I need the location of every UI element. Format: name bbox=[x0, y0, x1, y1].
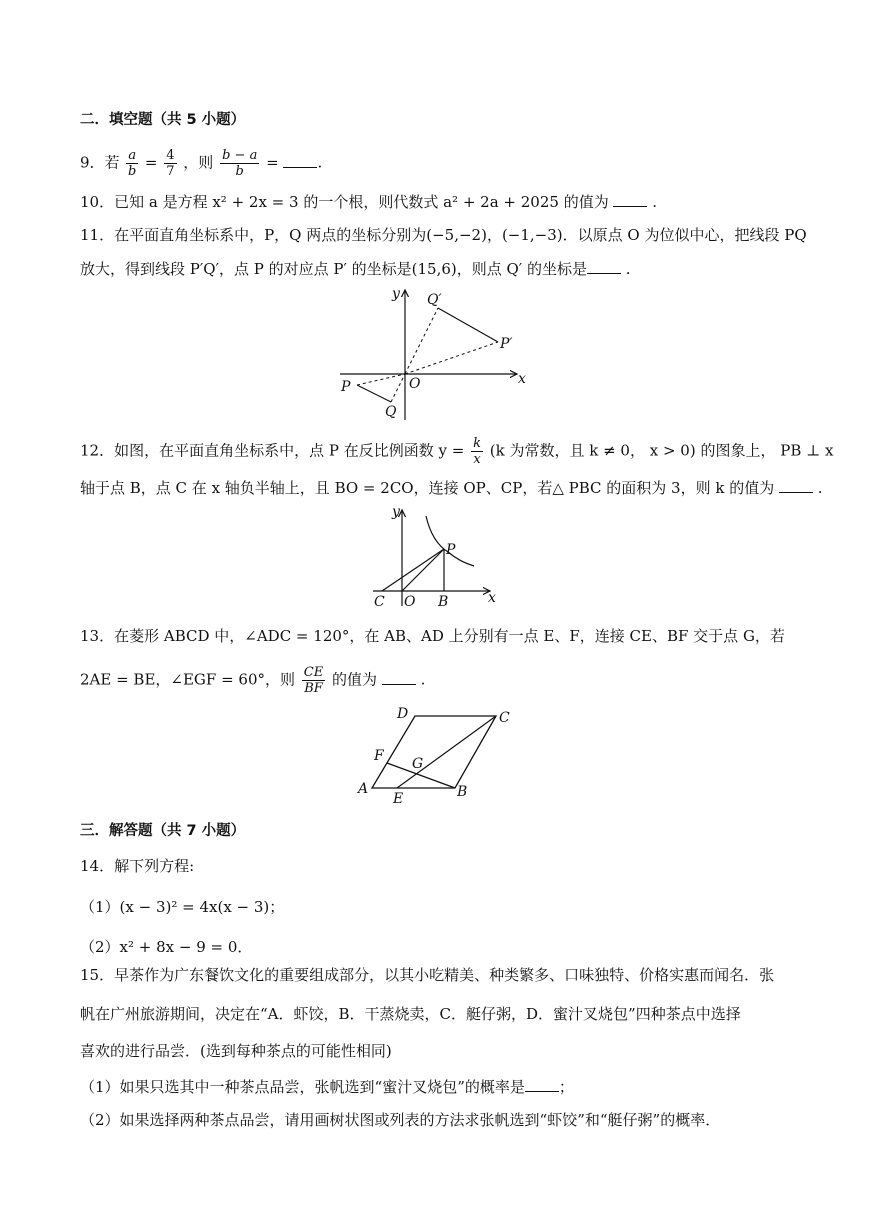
q9-fraction-target: $\frac{b - a}{b}$ bbox=[222, 148, 258, 179]
question-13-line-1: 13．在菱形 ABCD 中，∠ADC = 120°，在 AB、AD 上分别有一点 E、F，连接 CE、BF 交于点 G，若 bbox=[80, 627, 785, 645]
y-axis-label: y bbox=[392, 504, 400, 520]
ray-o-p bbox=[357, 374, 405, 385]
section-fill-in-title: 二．填空题（共 5 小题） bbox=[80, 112, 246, 128]
q12-fraction-k-over-x: $\frac{k}{x}$ bbox=[473, 436, 481, 467]
q13-rhombus-figure bbox=[355, 704, 535, 809]
origin-label: O bbox=[404, 594, 416, 610]
q15-part1-end: ； bbox=[558, 1078, 574, 1096]
q9-prefix: 9．若 bbox=[80, 153, 120, 172]
q9-fraction-4-over-7: $\frac{4}{7}$ bbox=[166, 148, 175, 179]
segment-o-p bbox=[402, 549, 444, 591]
q11-line2-text: 放大，得到线段 P′Q′，点 P 的对应点 P′ 的坐标是(15,6)，则点 Q′ 的坐标是 bbox=[80, 260, 587, 278]
question-14-part-2: （2）x² + 8x − 9 = 0． bbox=[80, 938, 253, 956]
point-d-label: D bbox=[397, 706, 409, 722]
point-c-label: C bbox=[374, 594, 385, 610]
rhombus-abcd bbox=[372, 716, 496, 788]
hyperbola-curve bbox=[426, 516, 474, 566]
segment-c-p bbox=[382, 549, 444, 591]
point-f-label: F bbox=[374, 748, 384, 764]
answer-blank[interactable] bbox=[382, 672, 416, 685]
point-g-label: G bbox=[412, 756, 424, 772]
q12-line2-text: 轴于点 B，点 C 在 x 轴负半轴上，且 BO = 2CO，连接 OP、CP，若△ PBC 的面积为 3，则 k 的值为 bbox=[80, 479, 775, 497]
question-11-line-2 bbox=[80, 259, 631, 279]
answer-blank[interactable] bbox=[613, 194, 647, 207]
q11-end: . bbox=[625, 260, 631, 278]
q11-coordinate-figure bbox=[335, 282, 535, 422]
y-axis-label: y bbox=[392, 286, 400, 302]
answer-blank[interactable] bbox=[587, 261, 621, 274]
segment-p-q bbox=[357, 385, 391, 402]
point-p-label: P bbox=[341, 379, 351, 395]
answer-blank[interactable] bbox=[283, 155, 317, 168]
q9-post: = bbox=[266, 153, 279, 172]
q9-then: ，则 bbox=[183, 153, 214, 172]
question-13-line-2 bbox=[80, 665, 425, 696]
q9-end: . bbox=[317, 153, 323, 172]
question-11-line-1: 11．在平面直角坐标系中，P，Q 两点的坐标分别为(−5,−2)，(−1,−3)．以原点 O 为位似中心，把线段 PQ bbox=[80, 226, 807, 244]
x-axis-label: x bbox=[488, 590, 496, 606]
q9-equals: = bbox=[144, 153, 158, 172]
point-a-label: A bbox=[358, 781, 369, 797]
question-10 bbox=[80, 192, 657, 212]
point-q-label: Q bbox=[385, 404, 397, 420]
q13-fraction-ce-over-bf: $\frac{CE}{BF}$ bbox=[303, 665, 324, 696]
q13-end: . bbox=[420, 670, 426, 689]
q13-post: 的值为 bbox=[332, 670, 378, 689]
answer-blank[interactable] bbox=[779, 480, 813, 493]
q12-post: (k 为常数，且 k ≠ 0， x > 0) 的图象上， PB ⊥ x bbox=[489, 441, 834, 460]
question-15-line-2: 帆在广州旅游期间，决定在“A．虾饺，B．干蒸烧卖，C．艇仔粥，D．蜜汁叉烧包”四种茶点中选择 bbox=[80, 1005, 741, 1023]
point-b-label: B bbox=[457, 784, 468, 800]
question-12-line-2 bbox=[80, 478, 823, 498]
ray-o-q bbox=[391, 374, 405, 402]
point-p-label: P bbox=[446, 542, 456, 558]
segment-p-prime-q-prime bbox=[438, 308, 498, 342]
point-e-label: E bbox=[393, 791, 404, 807]
segment-c-e bbox=[397, 716, 496, 788]
ray-o-q-prime bbox=[405, 308, 438, 374]
x-axis-label: x bbox=[518, 371, 526, 387]
q10-end: . bbox=[652, 193, 658, 211]
point-c-label: C bbox=[499, 710, 510, 726]
q12-end: . bbox=[817, 479, 823, 497]
question-15-part-1 bbox=[80, 1077, 574, 1097]
q9-fraction-a-over-b: $\frac{a}{b}$ bbox=[128, 148, 137, 179]
question-12-line-1 bbox=[80, 436, 833, 467]
question-14-title: 14．解下列方程: bbox=[80, 857, 195, 875]
question-9 bbox=[80, 148, 322, 179]
question-15-line-1: 15．早茶作为广东餐饮文化的重要组成部分，以其小吃精美、种类繁多、口味独特、价格实惠而闻名．张 bbox=[80, 966, 775, 984]
q12-prefix: 12．如图，在平面直角坐标系中，点 P 在反比例函数 y = bbox=[80, 441, 465, 460]
question-15-part-2: （2）如果选择两种茶点品尝，请用画树状图或列表的方法求张帆选到“虾饺”和“艇仔粥”的概率． bbox=[80, 1111, 721, 1129]
point-p-prime-label: P′ bbox=[500, 336, 513, 352]
question-15-line-3: 喜欢的进行品尝．(选到每种茶点的可能性相同) bbox=[80, 1042, 392, 1060]
q12-coordinate-figure bbox=[370, 502, 510, 612]
q10-text: 10．已知 a 是方程 x² + 2x = 3 的一个根，则代数式 a² + 2a + 2025 的值为 bbox=[80, 193, 609, 211]
point-q-prime-label: Q′ bbox=[427, 292, 442, 308]
section-solve-title: 三．解答题（共 7 小题） bbox=[80, 823, 246, 839]
question-14-part-1: （1）(x − 3)² = 4x(x − 3)； bbox=[80, 898, 285, 916]
q13-prefix: 2AE = BE，∠EGF = 60°，则 bbox=[80, 670, 296, 689]
point-b-label: B bbox=[438, 594, 449, 610]
answer-blank[interactable] bbox=[525, 1079, 559, 1092]
q15-part1-text: （1）如果只选其中一种茶点品尝，张帆选到“蜜汁叉烧包”的概率是 bbox=[80, 1078, 525, 1096]
origin-label: O bbox=[409, 376, 421, 392]
